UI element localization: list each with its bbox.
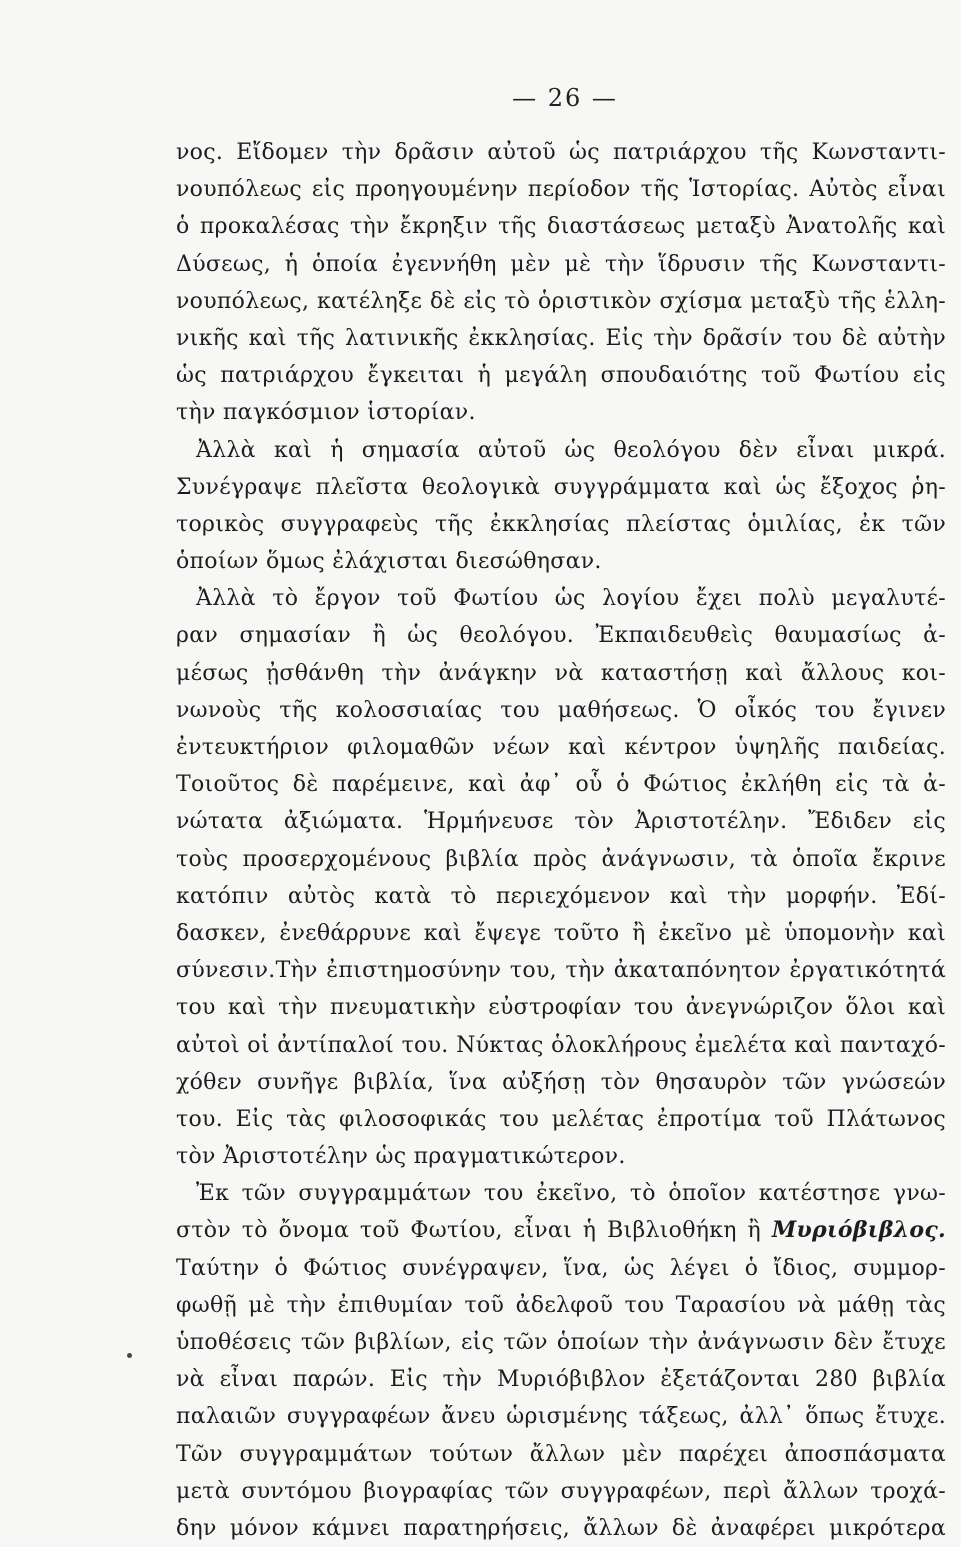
text-line: Ἐκ τῶν συγγραμμάτων του ἐκεῖνο, τὸ ὁποῖον κατέστησε γνω-	[196, 1181, 946, 1207]
text-line: Δύσεως, ἡ ὁποία ἐγεννήθη μὲν μὲ τὴν ἵδρυσιν τῆς Κωνσταντι-	[176, 251, 946, 277]
text-line: ὁποίων ὅμως ἐλάχισται διεσώθησαν.	[176, 549, 602, 575]
text-line: Ἀλλὰ τὸ ἔργον τοῦ Φωτίου ὡς λογίου ἔχει πολὺ μεγαλυτέ-	[196, 586, 946, 612]
text-line: νουπόλεως, κατέληξε δὲ εἰς τὸ ὁριστικὸν σχίσμα μεταξὺ τῆς ἑλλη-	[176, 288, 946, 314]
text-line: τὸν Ἀριστοτέλην ὡς πραγματικώτερον.	[176, 1144, 626, 1170]
text-line: νος. Εἴδομεν τὴν δρᾶσιν αὐτοῦ ὡς πατριάρχου τῆς Κωνσταντι-	[176, 140, 946, 165]
text-line: τοὺς προσερχομένους βιβλία πρὸς ἀνάγνωσιν, τὰ ὁποῖα ἔκρινε	[176, 846, 946, 872]
text-line: Συνέγραψε πλεῖστα θεολογικὰ συγγράμματα καὶ ὡς ἔξοχος ῥη-	[176, 474, 946, 500]
text-line: φωθῇ μὲ τὴν ἐπιθυμίαν τοῦ ἀδελφοῦ του Ταρασίου νὰ μάθῃ τὰς	[176, 1292, 946, 1318]
text-line: Τοιοῦτος δὲ παρέμεινε, καὶ ἀφ᾽ οὗ ὁ Φώτιος ἐκλήθη εἰς τὰ ἀ-	[176, 772, 946, 798]
text-line: νὰ εἶναι παρών. Εἰς τὴν Μυριόβιβλον ἐξετάζονται 280 βιβλία	[176, 1367, 946, 1393]
text-line: νωνοὺς τῆς κολοσσιαίας του μαθήσεως. Ὁ οἶκός του ἔγινεν	[176, 697, 946, 723]
text-line: του καὶ τὴν πνευματικὴν εὐστροφίαν του ἀνεγνώριζον ὅλοι καὶ	[176, 995, 946, 1021]
text-line: χόθεν συνῆγε βιβλία, ἵνα αὐξήσῃ τὸν θησαυρὸν τῶν γνώσεών	[176, 1069, 946, 1095]
text-line-start: στὸν τὸ ὄνομα τοῦ Φωτίου, εἶναι ἡ Βιβλιοθήκη ἢ	[176, 1218, 762, 1244]
text-line: Ἀλλὰ καὶ ἡ σημασία αὐτοῦ ὡς θεολόγου δὲν εἶναι μικρά.	[196, 437, 946, 463]
text-line: Τῶν συγγραμμάτων τούτων ἄλλων μὲν παρέχει ἀποσπάσματα	[176, 1441, 946, 1467]
text-line: νουπόλεως εἰς προηγουμένην περίοδον τῆς Ἱστορίας. Αὐτὸς εἶναι	[176, 177, 946, 203]
text-line: μετὰ συντόμου βιογραφίας τῶν συγγραφέων, περὶ ἄλλων τροχά-	[176, 1478, 946, 1504]
text-line: τὴν παγκόσμιον ἱστορίαν.	[176, 400, 476, 426]
text-line-with-emphasis	[176, 1212, 946, 1249]
text-line: ἐντευκτήριον φιλομαθῶν νέων καὶ κέντρον ὑψηλῆς παιδείας.	[176, 735, 946, 760]
text-line: δασκεν, ἐνεθάρρυνε καὶ ἔψεγε τοῦτο ἢ ἐκεῖνο μὲ ὑπομονὴν καὶ	[176, 920, 946, 946]
text-line: δην μόνον κάμνει παρατηρήσεις, ἄλλων δὲ ἀναφέρει μικρότερα	[176, 1515, 946, 1541]
text-line: παλαιῶν συγγραφέων ἄνευ ὡρισμένης τάξεως, ἀλλ᾽ ὅπως ἔτυχε.	[176, 1404, 946, 1430]
text-line: ὡς πατριάρχου ἔγκειται ἡ μεγάλη σπουδαιότης τοῦ Φωτίου εἰς	[176, 363, 946, 389]
emphasized-title: Μυριόβιβλος.	[771, 1217, 947, 1244]
text-line: Ταύτην ὁ Φώτιος συνέγραψεν, ἵνα, ὡς λέγει ὁ ἴδιος, συμμορ-	[176, 1255, 946, 1281]
text-line: αὐτοὶ οἱ ἀντίπαλοί του. Νύκτας ὁλοκλήρους ἐμελέτα καὶ πανταχό-	[176, 1032, 946, 1058]
text-line: νώτατα ἀξιώματα. Ἡρμήνευσε τὸν Ἀριστοτέλην. Ἔδιδεν εἰς	[176, 809, 946, 835]
page-number: — 26 —	[512, 84, 618, 112]
margin-dot	[127, 1353, 132, 1358]
text-line: ραν σημασίαν ἢ ὡς θεολόγου. Ἐκπαιδευθεὶς θαυμασίως ἀ-	[176, 623, 946, 649]
text-line: νικῆς καὶ τῆς λατινικῆς ἐκκλησίας. Εἰς τὴν δρᾶσίν του δὲ αὐτὴν	[176, 325, 946, 351]
text-line: σύνεσιν.Τὴν ἐπιστημοσύνην του, τὴν ἀκαταπόνητον ἐργατικότητά	[176, 958, 946, 984]
text-line: τορικὸς συγγραφεὺς τῆς ἐκκλησίας πλείστας ὁμιλίας, ἐκ τῶν	[176, 511, 946, 537]
body-text	[176, 134, 946, 1547]
text-line: κατόπιν αὐτὸς κατὰ τὸ περιεχόμενον καὶ τὴν μορφήν. Ἐδί-	[176, 883, 946, 909]
text-line: μέσως ᾐσθάνθη τὴν ἀνάγκην νὰ καταστήσῃ καὶ ἄλλους κοι-	[176, 660, 946, 686]
text-line: ὁ προκαλέσας τὴν ἔκρηξιν τῆς διαστάσεως μεταξὺ Ἀνατολῆς καὶ	[176, 214, 946, 240]
text-line: ὑποθέσεις τῶν βιβλίων, εἰς τῶν ὁποίων τὴν ἀνάγνωσιν δὲν ἔτυχε	[176, 1330, 946, 1355]
text-line: του. Εἰς τὰς φιλοσοφικάς του μελέτας ἐπροτίμα τοῦ Πλάτωνος	[176, 1106, 946, 1132]
